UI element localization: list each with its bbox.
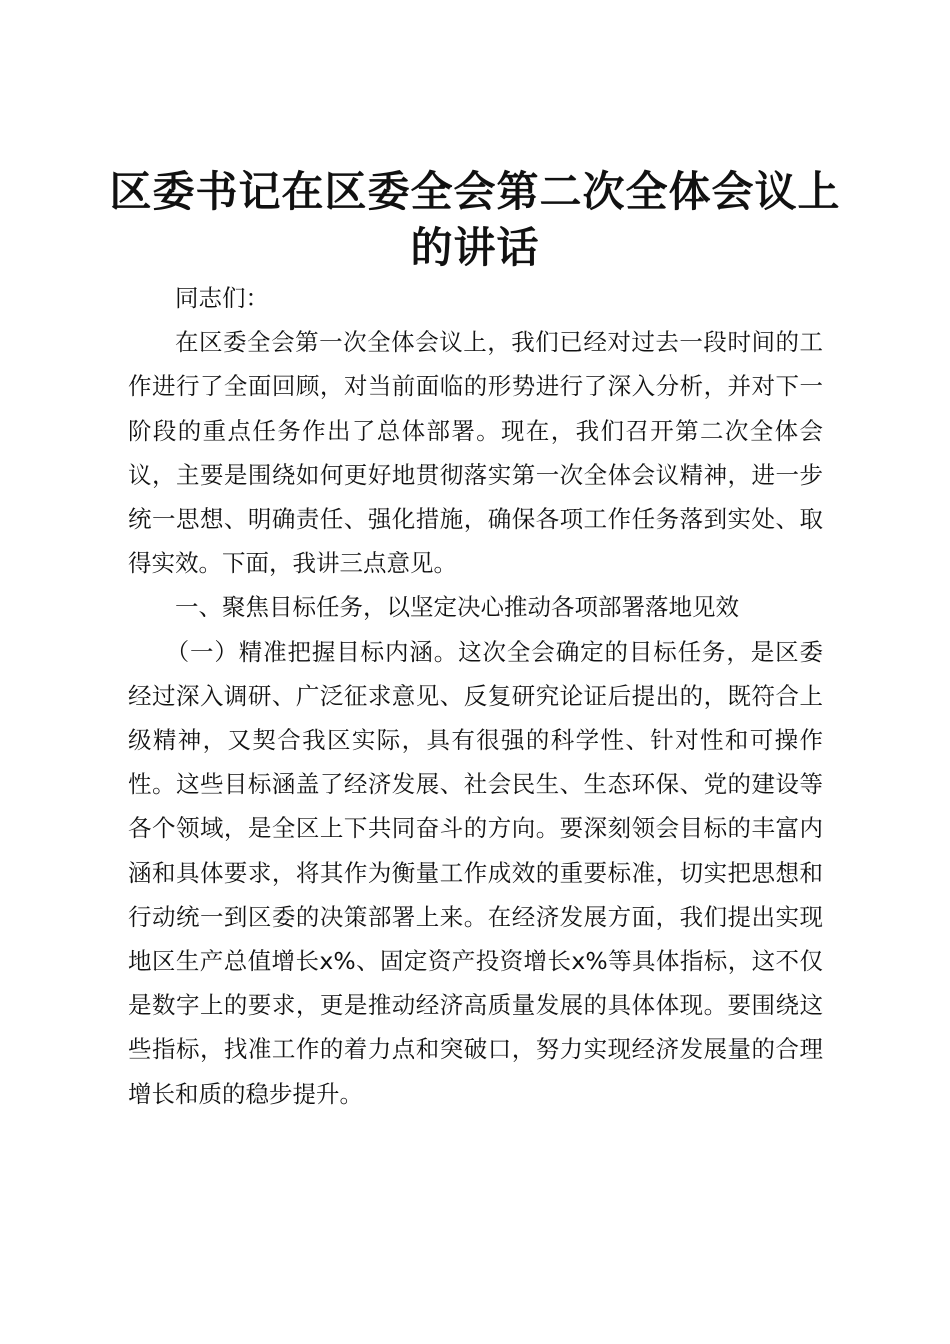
section-heading-1: 一、聚焦目标任务，以坚定决心推动各项部署落地见效 [175,593,739,622]
document-title: 区委书记在区委全会第二次全体会议上的讲话 [109,167,841,272]
paragraph-intro: 在区委全会第一次全体会议上，我们已经对过去一段时间的工作进行了全面回顾，对当前面临的形势进行了深入分析，并对下一阶段的重点任务作出了总体部署。现在，我们召开第二次全体会议，主要是围绕如何更好地贯彻落实第一次全体会议精神，进一步统一思想、明确责任、强化措施，确保各项工作任务落到实处、取得实效。下面，我讲三点意见。 [128,328,823,578]
salutation: 同志们： [175,284,269,312]
paragraph-subsection-1: （一）精准把握目标内涵。这次全会确定的目标任务，是区委经过深入调研、广泛征求意见、反复研究论证后提出的，既符合上级精神，又契合我区实际，具有很强的科学性、针对性和可操作性。这些目标涵盖了经济发展、社会民生、生态环保、党的建设等各个领域，是全区上下共同奋斗的方向。要深刻领会目标的丰富内涵和具体要求，将其作为衡量工作成效的重要标准，切实把思想和行动统一到区委的决策部署上来。在经济发展方面，我们提出实现地区生产总值增长x%、固定资产投资增长x%等具体指标，这不仅是数字上的要求，更是推动经济高质量发展的具体体现。要围绕这些指标，找准工作的着力点和突破口，努力实现经济发展量的合理增长和质的稳步提升。 [128,637,823,1108]
document-body [128,276,823,1116]
